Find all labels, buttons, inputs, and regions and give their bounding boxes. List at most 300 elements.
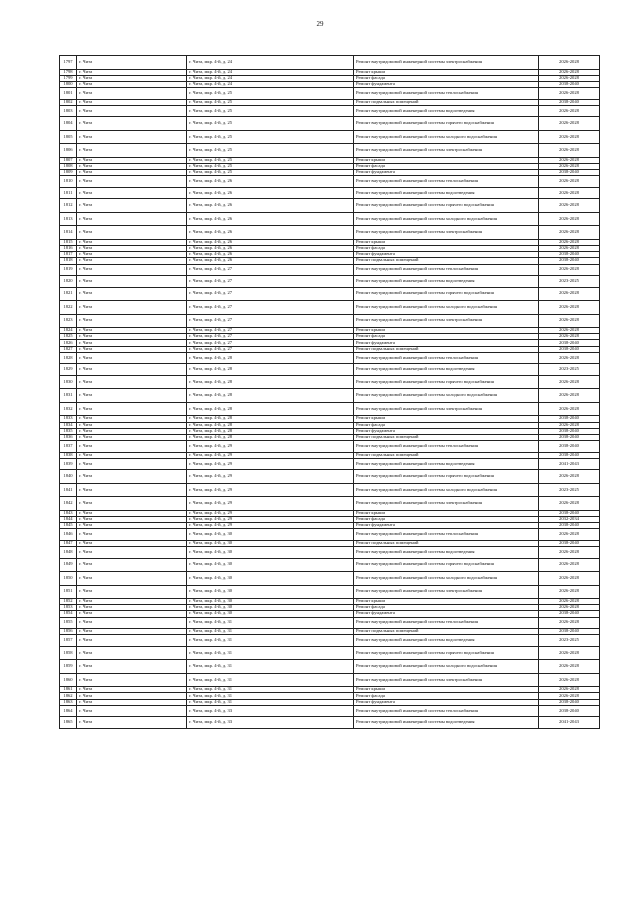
row-period: 2026-2028 [539,617,600,629]
row-period: 2032-2034 [539,516,600,522]
row-city: г. Чита [77,516,187,522]
row-work-type: Ремонт внутридомовой инженерной системы водоотведения [354,364,539,376]
table-row [60,199,600,213]
row-work-type: Ремонт внутридомовой инженерной системы холодного водоснабжения [354,389,539,403]
row-address: г. Чита, мкр. 4-й, д. 31 [187,693,354,699]
row-work-type: Ремонт крыши [354,416,539,422]
row-work-type: Ремонт фундамента [354,611,539,617]
row-city: г. Чита [77,693,187,699]
row-number: 1798 [60,69,77,75]
row-period: 2026-2028 [539,187,600,199]
row-address: г. Чита, мкр. 4-й, д. 26 [187,226,354,240]
row-city: г. Чита [77,258,187,264]
row-number: 1821 [60,287,77,301]
row-address: г. Чита, мкр. 4-й, д. 26 [187,239,354,245]
row-work-type: Ремонт внутридомовой инженерной системы электроснабжения [354,226,539,240]
row-city: г. Чита [77,346,187,352]
row-number: 1857 [60,635,77,647]
row-work-type: Ремонт внутридомовой инженерной системы горячего водоснабжения [354,558,539,572]
row-address: г. Чита, мкр. 4-й, д. 29 [187,483,354,497]
row-work-type: Ремонт подвальных помещений [354,540,539,546]
row-work-type: Ремонт внутридомовой инженерной системы горячего водоснабжения [354,287,539,301]
row-period: 2038-2040 [539,340,600,346]
row-number: 1860 [60,673,77,687]
row-period: 2026-2028 [539,422,600,428]
row-number: 1833 [60,416,77,422]
table-row [60,635,600,647]
row-work-type: Ремонт фасада [354,163,539,169]
row-city: г. Чита [77,617,187,629]
table-body [60,56,600,729]
row-city: г. Чита [77,458,187,470]
row-work-type: Ремонт внутридомовой инженерной системы холодного водоснабжения [354,301,539,315]
table-row [60,617,600,629]
row-work-type: Ремонт внутридомовой инженерной системы водоотведения [354,105,539,117]
row-number: 1809 [60,170,77,176]
row-city: г. Чита [77,483,187,497]
row-city: г. Чита [77,163,187,169]
row-number: 1864 [60,705,77,717]
table-row [60,717,600,729]
row-work-type: Ремонт внутридомовой инженерной системы электроснабжения [354,144,539,158]
row-city: г. Чита [77,529,187,541]
row-work-type: Ремонт внутридомовой инженерной системы горячего водоснабжения [354,117,539,131]
row-number: 1814 [60,226,77,240]
row-address: г. Чита, мкр. 4-й, д. 29 [187,452,354,458]
row-number: 1825 [60,334,77,340]
row-work-type: Ремонт внутридомовой инженерной системы холодного водоснабжения [354,212,539,226]
row-period: 2026-2028 [539,402,600,416]
row-city: г. Чита [77,635,187,647]
row-period: 2038-2040 [539,428,600,434]
row-number: 1810 [60,176,77,188]
row-work-type: Ремонт внутридомовой инженерной системы электроснабжения [354,673,539,687]
row-address: г. Чита, мкр. 4-й, д. 26 [187,199,354,213]
row-work-type: Ремонт внутридомовой инженерной системы электроснабжения [354,56,539,70]
table-row [60,352,600,364]
row-work-type: Ремонт внутридомовой инженерной системы водоотведения [354,187,539,199]
row-period: 2038-2040 [539,99,600,105]
row-city: г. Чита [77,599,187,605]
row-city: г. Чита [77,226,187,240]
table-row [60,56,600,70]
row-work-type: Ремонт фундамента [354,252,539,258]
row-period: 2026-2028 [539,144,600,158]
row-period: 2023-2025 [539,276,600,288]
row-period: 2026-2028 [539,117,600,131]
row-address: г. Чита, мкр. 4-й, д. 25 [187,163,354,169]
row-address: г. Чита, мкр. 4-й, д. 26 [187,246,354,252]
row-work-type: Ремонт внутридомовой инженерной системы холодного водоснабжения [354,660,539,674]
row-work-type: Ремонт подвальных помещений [354,258,539,264]
row-period: 2038-2040 [539,252,600,258]
row-work-type: Ремонт фасада [354,516,539,522]
row-number: 1836 [60,434,77,440]
table-row [60,660,600,674]
row-address: г. Чита, мкр. 4-й, д. 25 [187,88,354,100]
table-row [60,470,600,484]
row-number: 1830 [60,375,77,389]
row-period: 2038-2040 [539,705,600,717]
table-row [60,144,600,158]
row-address: г. Чита, мкр. 4-й, д. 31 [187,629,354,635]
row-work-type: Ремонт внутридомовой инженерной системы теплоснабжения [354,705,539,717]
row-number: 1862 [60,693,77,699]
table-row [60,529,600,541]
row-work-type: Ремонт внутридомовой инженерной системы теплоснабжения [354,176,539,188]
row-address: г. Чита, мкр. 4-й, д. 30 [187,547,354,559]
row-work-type: Ремонт внутридомовой инженерной системы теплоснабжения [354,441,539,453]
row-city: г. Чита [77,402,187,416]
row-city: г. Чита [77,340,187,346]
capital-repair-table [59,55,600,729]
row-period: 2026-2028 [539,246,600,252]
row-address: г. Чита, мкр. 4-й, д. 25 [187,99,354,105]
row-city: г. Чита [77,428,187,434]
row-city: г. Чита [77,687,187,693]
row-address: г. Чита, мкр. 4-й, д. 30 [187,599,354,605]
row-city: г. Чита [77,699,187,705]
row-number: 1845 [60,523,77,529]
row-address: г. Чита, мкр. 4-й, д. 28 [187,389,354,403]
row-work-type: Ремонт подвальных помещений [354,452,539,458]
table-row [60,547,600,559]
table-row [60,314,600,328]
row-address: г. Чита, мкр. 4-й, д. 29 [187,441,354,453]
table-row [60,441,600,453]
row-city: г. Чита [77,497,187,511]
row-number: 1807 [60,157,77,163]
row-period: 2023-2025 [539,635,600,647]
row-city: г. Чита [77,99,187,105]
row-work-type: Ремонт внутридомовой инженерной системы электроснабжения [354,585,539,599]
row-city: г. Чита [77,88,187,100]
row-period: 2026-2028 [539,646,600,660]
row-address: г. Чита, мкр. 4-й, д. 31 [187,673,354,687]
table-row [60,301,600,315]
row-number: 1859 [60,660,77,674]
row-period: 2026-2028 [539,599,600,605]
row-period: 2041-2043 [539,717,600,729]
table-row [60,117,600,131]
row-period: 2026-2028 [539,660,600,674]
row-city: г. Чита [77,364,187,376]
row-period: 2026-2028 [539,69,600,75]
row-city: г. Чита [77,547,187,559]
row-number: 1863 [60,699,77,705]
row-period: 2038-2040 [539,510,600,516]
row-number: 1797 [60,56,77,70]
row-period: 2041-2043 [539,458,600,470]
row-address: г. Чита, мкр. 4-й, д. 31 [187,687,354,693]
row-city: г. Чита [77,252,187,258]
row-address: г. Чита, мкр. 4-й, д. 29 [187,458,354,470]
row-number: 1841 [60,483,77,497]
row-number: 1816 [60,246,77,252]
row-number: 1801 [60,88,77,100]
row-city: г. Чита [77,334,187,340]
row-period: 2026-2028 [539,176,600,188]
row-period: 2026-2028 [539,287,600,301]
row-city: г. Чита [77,375,187,389]
row-city: г. Чита [77,130,187,144]
table-row [60,105,600,117]
row-address: г. Чита, мкр. 4-й, д. 29 [187,523,354,529]
row-number: 1831 [60,389,77,403]
row-work-type: Ремонт внутридомовой инженерной системы холодного водоснабжения [354,572,539,586]
row-period: 2038-2040 [539,258,600,264]
row-period: 2026-2028 [539,334,600,340]
row-work-type: Ремонт внутридомовой инженерной системы горячего водоснабжения [354,470,539,484]
row-city: г. Чита [77,239,187,245]
row-period: 2026-2028 [539,389,600,403]
row-number: 1861 [60,687,77,693]
row-address: г. Чита, мкр. 4-й, д. 25 [187,170,354,176]
row-work-type: Ремонт внутридомовой инженерной системы теплоснабжения [354,264,539,276]
row-work-type: Ремонт подвальных помещений [354,434,539,440]
row-city: г. Чита [77,629,187,635]
row-work-type: Ремонт крыши [354,687,539,693]
page-number: 29 [316,20,324,28]
row-city: г. Чита [77,170,187,176]
row-period: 2026-2028 [539,301,600,315]
row-address: г. Чита, мкр. 4-й, д. 27 [187,287,354,301]
row-work-type: Ремонт фасада [354,693,539,699]
row-number: 1850 [60,572,77,586]
row-number: 1852 [60,599,77,605]
row-city: г. Чита [77,176,187,188]
row-address: г. Чита, мкр. 4-й, д. 27 [187,328,354,334]
row-work-type: Ремонт внутридомовой инженерной системы водоотведения [354,276,539,288]
table-row [60,176,600,188]
row-address: г. Чита, мкр. 4-й, д. 30 [187,585,354,599]
row-address: г. Чита, мкр. 4-й, д. 29 [187,470,354,484]
table-row [60,585,600,599]
row-city: г. Чита [77,287,187,301]
row-address: г. Чита, мкр. 4-й, д. 26 [187,187,354,199]
row-city: г. Чита [77,75,187,81]
row-number: 1842 [60,497,77,511]
row-address: г. Чита, мкр. 4-й, д. 25 [187,117,354,131]
row-period: 2026-2028 [539,470,600,484]
row-work-type: Ремонт фасада [354,75,539,81]
row-address: г. Чита, мкр. 4-й, д. 26 [187,252,354,258]
row-city: г. Чита [77,117,187,131]
row-number: 1849 [60,558,77,572]
row-address: г. Чита, мкр. 4-й, д. 28 [187,416,354,422]
row-period: 2026-2028 [539,226,600,240]
row-period: 2026-2028 [539,375,600,389]
row-number: 1848 [60,547,77,559]
row-address: г. Чита, мкр. 4-й, д. 24 [187,81,354,87]
row-work-type: Ремонт внутридомовой инженерной системы электроснабжения [354,402,539,416]
row-address: г. Чита, мкр. 4-й, д. 26 [187,258,354,264]
row-number: 1832 [60,402,77,416]
row-address: г. Чита, мкр. 4-й, д. 26 [187,176,354,188]
row-number: 1835 [60,428,77,434]
row-city: г. Чита [77,69,187,75]
row-number: 1840 [60,470,77,484]
row-work-type: Ремонт подвальных помещений [354,629,539,635]
row-period: 2038-2040 [539,523,600,529]
row-city: г. Чита [77,441,187,453]
row-period: 2026-2028 [539,328,600,334]
row-number: 1847 [60,540,77,546]
row-work-type: Ремонт внутридомовой инженерной системы холодного водоснабжения [354,130,539,144]
row-number: 1802 [60,99,77,105]
row-city: г. Чита [77,314,187,328]
row-address: г. Чита, мкр. 4-й, д. 24 [187,69,354,75]
row-address: г. Чита, мкр. 4-й, д. 25 [187,105,354,117]
table-row [60,264,600,276]
row-work-type: Ремонт внутридомовой инженерной системы электроснабжения [354,314,539,328]
table-row [60,458,600,470]
row-period: 2026-2028 [539,529,600,541]
row-address: г. Чита, мкр. 4-й, д. 28 [187,422,354,428]
row-number: 1839 [60,458,77,470]
row-work-type: Ремонт внутридомовой инженерной системы водоотведения [354,717,539,729]
row-city: г. Чита [77,705,187,717]
row-period: 2038-2040 [539,346,600,352]
row-number: 1806 [60,144,77,158]
row-number: 1834 [60,422,77,428]
row-number: 1822 [60,301,77,315]
row-period: 2038-2040 [539,81,600,87]
row-address: г. Чита, мкр. 4-й, д. 27 [187,276,354,288]
row-address: г. Чита, мкр. 4-й, д. 27 [187,264,354,276]
row-period: 2026-2028 [539,239,600,245]
row-number: 1828 [60,352,77,364]
row-address: г. Чита, мкр. 4-й, д. 24 [187,56,354,70]
row-work-type: Ремонт внутридомовой инженерной системы горячего водоснабжения [354,199,539,213]
row-address: г. Чита, мкр. 4-й, д. 33 [187,705,354,717]
row-address: г. Чита, мкр. 4-й, д. 31 [187,699,354,705]
row-number: 1851 [60,585,77,599]
row-number: 1853 [60,605,77,611]
row-period: 2026-2028 [539,605,600,611]
row-city: г. Чита [77,157,187,163]
row-period: 2026-2028 [539,157,600,163]
row-city: г. Чита [77,422,187,428]
row-period: 2026-2028 [539,687,600,693]
row-period: 2026-2028 [539,163,600,169]
row-city: г. Чита [77,199,187,213]
row-work-type: Ремонт внутридомовой инженерной системы холодного водоснабжения [354,483,539,497]
row-work-type: Ремонт внутридомовой инженерной системы теплоснабжения [354,352,539,364]
row-period: 2038-2040 [539,434,600,440]
row-address: г. Чита, мкр. 4-й, д. 27 [187,346,354,352]
row-address: г. Чита, мкр. 4-й, д. 25 [187,157,354,163]
row-address: г. Чита, мкр. 4-й, д. 30 [187,605,354,611]
row-address: г. Чита, мкр. 4-й, д. 31 [187,635,354,647]
table-row [60,705,600,717]
row-period: 2026-2028 [539,585,600,599]
row-work-type: Ремонт внутридомовой инженерной системы теплоснабжения [354,529,539,541]
row-work-type: Ремонт крыши [354,599,539,605]
row-address: г. Чита, мкр. 4-й, д. 30 [187,611,354,617]
row-city: г. Чита [77,212,187,226]
row-period: 2026-2028 [539,130,600,144]
row-work-type: Ремонт внутридомовой инженерной системы водоотведения [354,635,539,647]
row-city: г. Чита [77,660,187,674]
row-city: г. Чита [77,105,187,117]
row-city: г. Чита [77,264,187,276]
row-period: 2026-2028 [539,352,600,364]
table-row [60,646,600,660]
row-period: 2026-2028 [539,212,600,226]
row-period: 2026-2028 [539,56,600,70]
row-city: г. Чита [77,572,187,586]
table-row [60,375,600,389]
table-row [60,88,600,100]
row-work-type: Ремонт внутридомовой инженерной системы горячего водоснабжения [354,375,539,389]
row-city: г. Чита [77,276,187,288]
table-row [60,497,600,511]
row-address: г. Чита, мкр. 4-й, д. 30 [187,540,354,546]
row-work-type: Ремонт крыши [354,328,539,334]
row-number: 1812 [60,199,77,213]
row-number: 1826 [60,340,77,346]
row-period: 2026-2028 [539,314,600,328]
row-address: г. Чита, мкр. 4-й, д. 29 [187,516,354,522]
row-address: г. Чита, мкр. 4-й, д. 28 [187,364,354,376]
row-city: г. Чита [77,673,187,687]
row-address: г. Чита, мкр. 4-й, д. 24 [187,75,354,81]
row-period: 2038-2040 [539,699,600,705]
row-period: 2038-2040 [539,540,600,546]
row-work-type: Ремонт внутридомовой инженерной системы водоотведения [354,458,539,470]
row-number: 1827 [60,346,77,352]
row-address: г. Чита, мкр. 4-й, д. 27 [187,301,354,315]
row-work-type: Ремонт фундамента [354,699,539,705]
row-work-type: Ремонт фундамента [354,170,539,176]
row-number: 1813 [60,212,77,226]
row-work-type: Ремонт подвальных помещений [354,346,539,352]
row-work-type: Ремонт фундамента [354,523,539,529]
row-city: г. Чита [77,452,187,458]
row-number: 1817 [60,252,77,258]
row-address: г. Чита, мкр. 4-й, д. 28 [187,428,354,434]
row-number: 1824 [60,328,77,334]
row-number: 1799 [60,75,77,81]
row-address: г. Чита, мкр. 4-й, д. 25 [187,144,354,158]
row-address: г. Чита, мкр. 4-й, д. 28 [187,434,354,440]
table-row [60,483,600,497]
row-address: г. Чита, мкр. 4-й, д. 30 [187,558,354,572]
row-work-type: Ремонт фундамента [354,340,539,346]
row-address: г. Чита, мкр. 4-й, д. 27 [187,340,354,346]
row-address: г. Чита, мкр. 4-й, д. 28 [187,352,354,364]
row-address: г. Чита, мкр. 4-й, д. 28 [187,375,354,389]
row-city: г. Чита [77,416,187,422]
row-period: 2026-2028 [539,693,600,699]
row-number: 1865 [60,717,77,729]
row-number: 1820 [60,276,77,288]
row-period: 2038-2040 [539,611,600,617]
row-number: 1819 [60,264,77,276]
row-number: 1846 [60,529,77,541]
row-city: г. Чита [77,510,187,516]
row-city: г. Чита [77,470,187,484]
row-work-type: Ремонт подвальных помещений [354,99,539,105]
row-work-type: Ремонт крыши [354,157,539,163]
row-number: 1805 [60,130,77,144]
row-number: 1855 [60,617,77,629]
row-period: 2038-2040 [539,441,600,453]
row-number: 1803 [60,105,77,117]
table-row [60,389,600,403]
row-city: г. Чита [77,558,187,572]
